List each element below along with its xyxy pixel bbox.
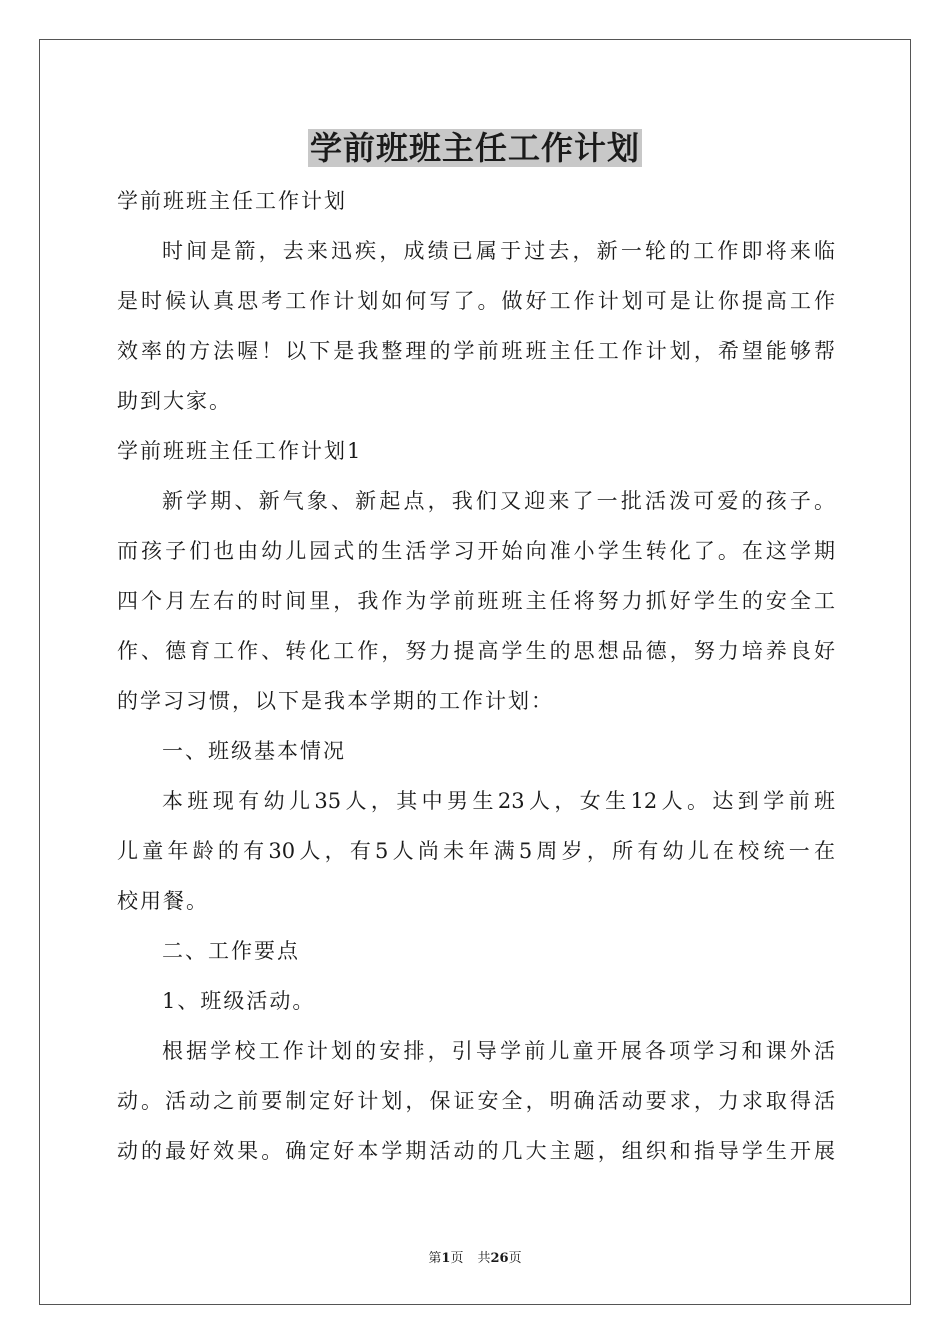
- page-footer: [0, 1250, 950, 1268]
- page-prefix: 第: [428, 1251, 442, 1266]
- paragraph-line: 校用餐。: [117, 889, 209, 913]
- subsection-heading: 1、班级活动。: [162, 989, 316, 1013]
- section-heading: 学前班班主任工作计划1: [117, 439, 363, 463]
- paragraph-line: 时间是箭，去来迅疾，成绩已属于过去，新一轮的工作即将来临: [162, 239, 835, 263]
- paragraph-line: 而孩子们也由幼儿园式的生活学习开始向准小学生转化了。在这学期: [117, 539, 835, 563]
- section-heading: 二、工作要点: [162, 939, 300, 963]
- page-suffix: 页: [450, 1251, 464, 1266]
- total-pages: 26: [490, 1251, 509, 1266]
- paragraph-line: 是时候认真思考工作计划如何写了。做好工作计划可是让你提高工作: [117, 289, 835, 313]
- paragraph-line: 的学习习惯，以下是我本学期的工作计划：: [117, 689, 554, 713]
- section-heading: 一、班级基本情况: [162, 739, 346, 763]
- total-prefix: 共: [477, 1251, 491, 1266]
- paragraph-line: 根据学校工作计划的安排，引导学前儿童开展各项学习和课外活: [162, 1039, 835, 1063]
- paragraph-line: 动的最好效果。确定好本学期活动的几大主题，组织和指导学生开展: [117, 1139, 835, 1163]
- subtitle-line: 学前班班主任工作计划: [117, 189, 347, 213]
- paragraph-line: 新学期、新气象、新起点，我们又迎来了一批活泼可爱的孩子。: [162, 489, 835, 513]
- paragraph-line: 助到大家。: [117, 389, 232, 413]
- paragraph-line: 效率的方法喔！以下是我整理的学前班班主任工作计划，希望能够帮: [117, 339, 835, 363]
- document-title: [0, 126, 950, 170]
- paragraph-line: 作、德育工作、转化工作，努力提高学生的思想品德，努力培养良好: [117, 639, 835, 663]
- document-title-text: 学前班班主任工作计划: [309, 129, 640, 167]
- paragraph-line: 本班现有幼儿35人，其中男生23人，女生12人。达到学前班: [162, 789, 835, 813]
- paragraph-line: 动。活动之前要制定好计划，保证安全，明确活动要求，力求取得活: [117, 1089, 835, 1113]
- document-body: [117, 176, 835, 1176]
- paragraph-line: 儿童年龄的有30人，有5人尚未年满5周岁，所有幼儿在校统一在: [117, 839, 835, 863]
- paragraph-line: 四个月左右的时间里，我作为学前班班主任将努力抓好学生的安全工: [117, 589, 835, 613]
- page-number: 1: [441, 1251, 451, 1266]
- total-suffix: 页: [508, 1251, 522, 1266]
